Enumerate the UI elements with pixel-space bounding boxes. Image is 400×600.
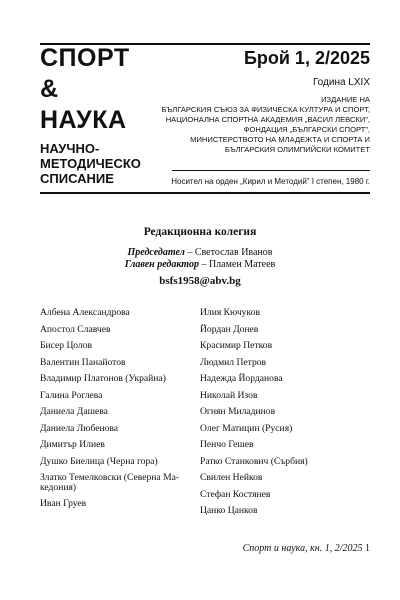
member-name: Даниела Любенова [40,422,119,434]
footer-citation: Спорт и наука, кн. 1, 2/2025 [242,543,363,554]
editor-line [0,259,400,270]
member-name: Николай Изов [200,389,258,401]
issue-number: Брой 1, 2/2025 [243,48,370,68]
member-name: Надежда Йорданова [200,373,283,384]
member-name: Ратко Станкович (Сърбия) [200,455,308,467]
member-name: Владимир Платонов (Украйна) [40,373,166,384]
subtitle-line: МЕТОДИЧЕСКО [40,156,141,171]
member-name-part: кедония) [40,482,77,493]
publisher-line: ИЗДАНИЕ НА [321,95,370,104]
contact-email: bsfs1958@abv.bg [159,275,241,287]
member-name: Олег Матицин (Русия) [200,422,293,434]
member-name: Валентин Панайотов [40,356,126,368]
member-name: Душко Биелица (Черна гора) [40,455,158,467]
logo-ampersand: & [40,75,59,103]
editor-role: Главен редактор [124,259,199,270]
order-top-rule [172,170,370,171]
subtitle-line: НАУЧНО- [40,141,100,156]
member-name: Пенчо Гешев [200,439,254,450]
member-name: Албена Александрова [40,307,130,318]
member-name: Даниела Дашева [40,406,108,417]
subtitle-line: СПИСАНИЕ [40,171,114,186]
publisher-line: ФОНДАЦИЯ „БЪЛГАРСКИ СПОРТ”, [243,125,370,134]
chair-name: Светослав Иванов [194,247,273,258]
publisher-line: НАЦИОНАЛНА СПОРТНА АКАДЕМИЯ „ВАСИЛ ЛЕВСКИ”, [165,115,370,124]
page-number: 1 [365,543,370,554]
members-left-column [40,308,180,516]
chair-line [0,247,400,258]
logo-line-nauka: НАУКА [40,106,127,134]
publisher-line: БЪЛГАРСКИЯ ОЛИМПИЙСКИ КОМИТЕТ [224,145,370,154]
publisher-block [130,95,370,155]
page-footer [243,543,370,554]
member-name: Димитър Илиев [40,439,105,450]
member-name: Апостол Славчев [40,323,111,335]
member-name: Свилен Нейков [200,472,263,483]
members-right-column [200,308,370,523]
member-name: Цанко Цанков [200,505,258,516]
masthead-bottom-rule [40,192,370,194]
order-award-line: Носител на орден „Кирил и Методий” I степен, 1980 г. [171,177,370,186]
member-name-wrapped [40,473,180,499]
member-name: Бисер Цолов [40,340,93,351]
logo-line-sport: СПОРТ [40,44,130,72]
member-name: Галина Роглева [40,389,103,401]
volume-year: Година LXIX [312,77,370,88]
member-name-part: Златко Темелковски (Северна Ма- [40,472,180,483]
member-name: Людмил Петров [200,356,267,368]
editor-name: Пламен Матеев [208,259,276,270]
publisher-line: МИНИСТЕРСТВОТО НА МЛАДЕЖТА И СПОРТА И [190,135,370,144]
board-title: Редакционна колегия [143,226,257,238]
editor-separator: – [198,259,209,270]
member-name: Иван Груев [40,498,87,509]
chair-role: Председател [127,247,185,258]
chair-separator: – [184,247,195,258]
member-name: Йордан Донев [200,323,259,335]
member-name: Илия Кючуков [200,307,260,318]
member-name: Огнян Миладинов [200,406,276,417]
member-name: Красимир Петков [200,340,273,351]
publisher-line: БЪЛГАРСКИЯ СЪЮЗ ЗА ФИЗИЧЕСКА КУЛТУРА И СПОРТ, [161,105,370,114]
journal-logo [40,44,141,186]
member-name: Стефан Костянев [200,488,271,500]
